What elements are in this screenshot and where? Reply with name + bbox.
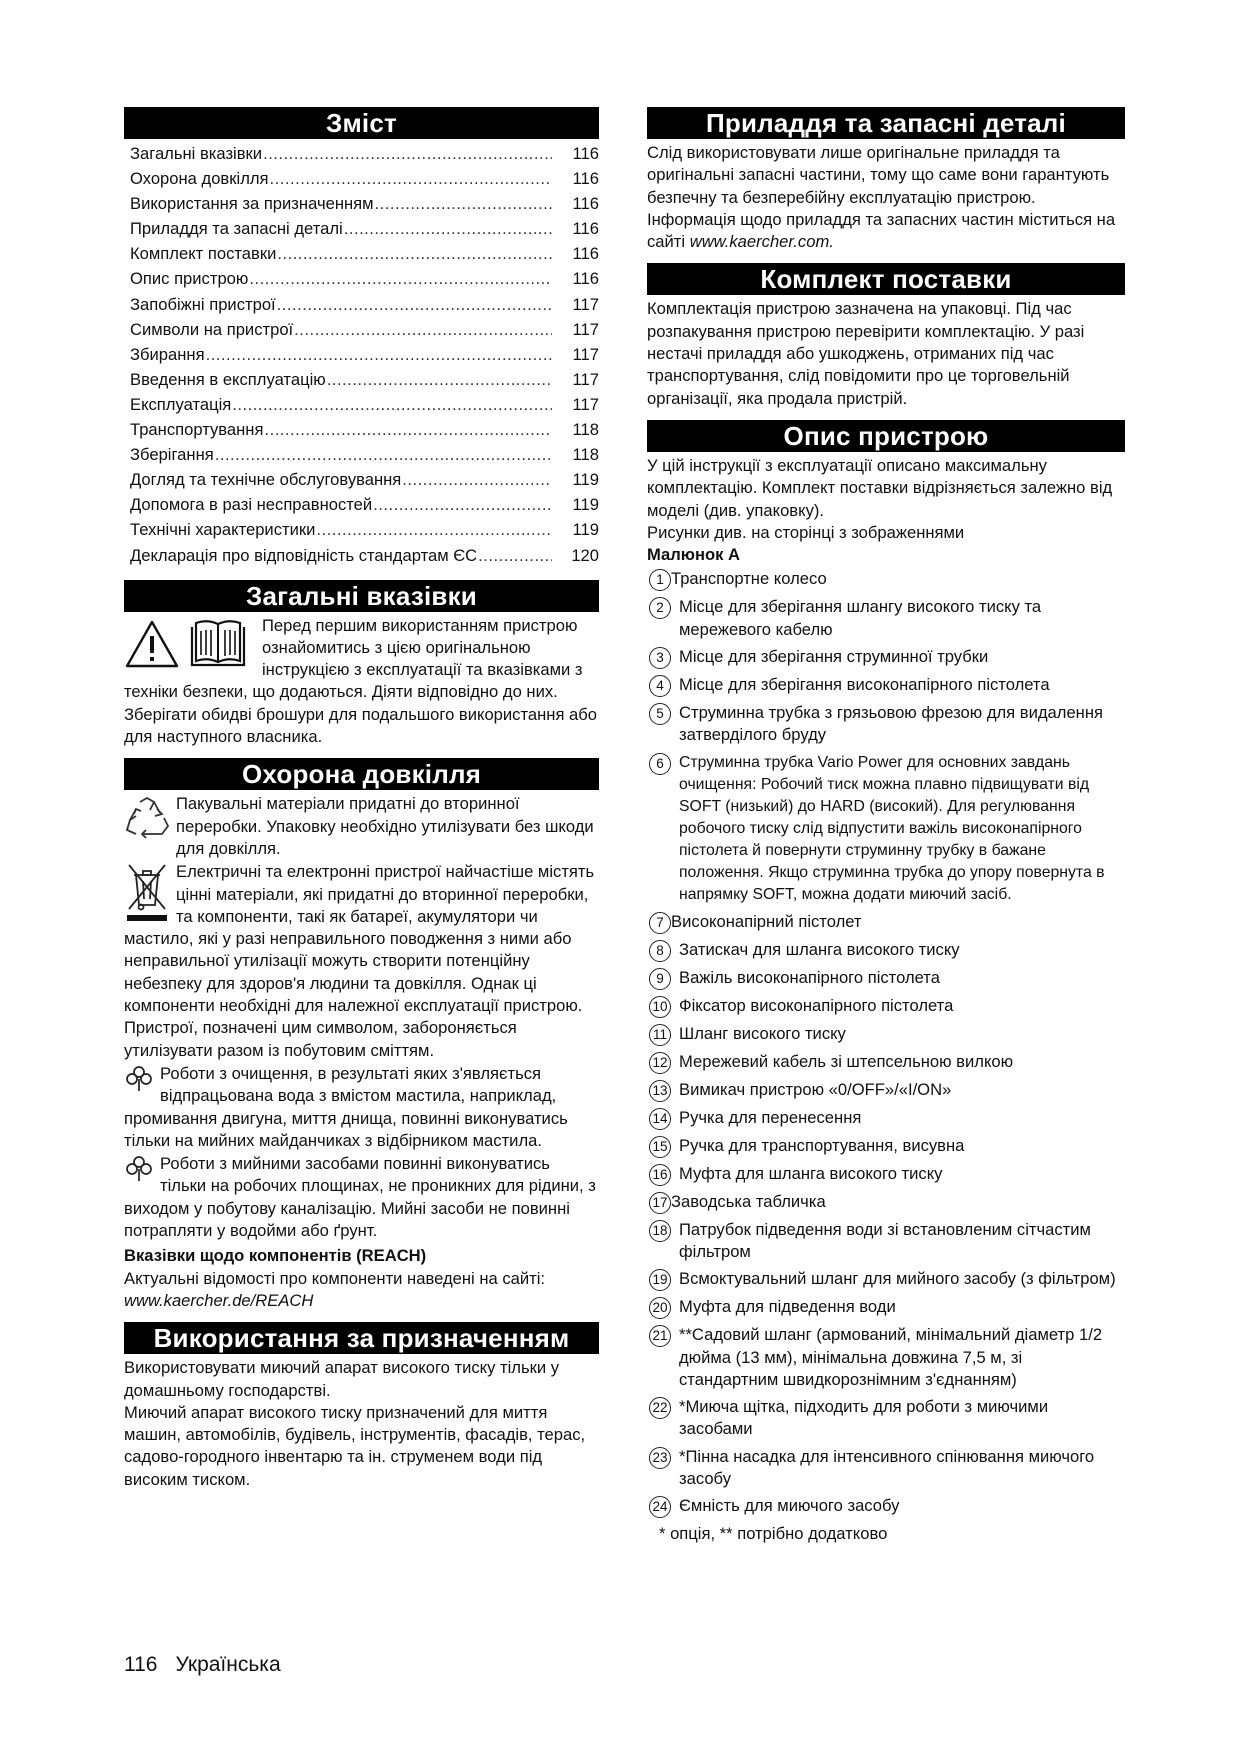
environment-text-4: Роботи з мийними засобами повинні виконуватись тільки на робочих площинах, не проникних для рідини, з виходом у побутову каналізацію. Мийні засоби не повинні потрапляти у водойми або ґрунт. (124, 1154, 596, 1241)
list-item (647, 674, 1125, 697)
toc-row[interactable] (130, 143, 599, 168)
toc-label: Експлуатація (130, 394, 232, 414)
item-text: Заводська табличка (671, 1191, 826, 1211)
item-number: 21 (649, 1325, 671, 1347)
item-text: *Миюча щітка, підходить для роботи з миючими засобами (679, 1397, 1049, 1439)
item-number: 9 (649, 968, 671, 990)
list-item (647, 1396, 1125, 1441)
item-number: 23 (649, 1447, 671, 1469)
item-number: 4 (649, 675, 671, 697)
item-text: Патрубок підведення води зі встановленим сітчастим фільтром (679, 1219, 1091, 1261)
language-label: Українська (175, 1653, 281, 1676)
toc-label: Опис пристрою (130, 269, 249, 289)
toc-row[interactable] (130, 394, 599, 419)
toc-row[interactable] (130, 168, 599, 193)
toc-label: Зберігання (130, 445, 214, 465)
item-text: Ємність для миючого засобу (679, 1496, 900, 1516)
toc-row[interactable] (130, 494, 599, 519)
list-item (647, 1051, 1125, 1074)
toc-label: Транспортування (130, 420, 264, 440)
detergent-hazard-icon (124, 1153, 154, 1183)
description-text-1: У цій інструкції з експлуатації описано максимальну комплектацію. Комплект поставки відрізняється залежно від моделі (див. упаковку). (647, 455, 1113, 520)
general-section (124, 580, 599, 749)
list-item (647, 1079, 1125, 1102)
list-item (647, 995, 1125, 1018)
toc-page: 117 (572, 394, 599, 414)
parts-list (647, 568, 1125, 1518)
item-number: 19 (649, 1269, 671, 1291)
general-text-2: Зберігати обидві брошури для подальшого використання або для наступного власника. (124, 704, 598, 747)
reach-text (124, 1268, 599, 1313)
list-item (647, 596, 1125, 641)
toc-page: 117 (572, 319, 599, 339)
item-text: Затискач для шланга високого тиску (679, 939, 960, 959)
item-number: 10 (649, 996, 671, 1018)
manual-book-icon (188, 619, 248, 669)
right-column (647, 107, 1125, 1546)
toc-page: 116 (572, 244, 599, 264)
toc-row[interactable] (130, 545, 599, 570)
toc-page: 117 (572, 344, 599, 364)
table-of-contents (130, 143, 599, 570)
environment-heading: Охорона довкілля (124, 758, 599, 790)
item-text: Місце для зберігання струминної трубки (679, 647, 989, 667)
list-item (647, 1324, 1125, 1391)
toc-row[interactable] (130, 218, 599, 243)
item-number: 6 (649, 753, 671, 775)
kaercher-link[interactable]: www.kaercher.com. (689, 232, 834, 252)
environment-text-2: Електричні та електронні пристрої найчастіше містять цінні матеріали, які придатні до вторинної переробки, та компоненти, такі як батареї, акумулятори чи мастило, які у разі неправильного поводження з ними або неправильної утилізації можуть створити потенційну небезпеку для здоров'я людини та довкілля. Однак ці компоненти необхідні для належної експлуатації пристрою. Пристрої, позначені цим символом, забороняється утилізувати разом із побутовим сміттям. (124, 862, 595, 1060)
usage-text-1: Використовувати миючий апарат високого тиску тільки у домашньому господарстві. (124, 1358, 560, 1400)
general-heading: Загальні вказівки (124, 580, 599, 612)
list-item (647, 702, 1125, 747)
item-number: 12 (649, 1052, 671, 1074)
toc-page: 117 (572, 369, 599, 389)
item-number: 2 (649, 597, 671, 619)
list-item (647, 1107, 1125, 1130)
list-item (647, 1495, 1125, 1518)
toc-heading: Зміст (124, 107, 599, 139)
delivery-text: Комплектація пристрою зазначена на упаковці. Під час розпакування пристрою перевірити комплектацію. У разі нестачі приладдя або ушкоджень, отриманих під час транспортування, слід повідомити про це торговельній організації, яка продала пристрій. (647, 299, 1085, 408)
usage-section (124, 1322, 599, 1491)
item-text: Транспортне колесо (671, 569, 827, 589)
toc-page: 119 (572, 495, 599, 515)
item-number: 11 (649, 1024, 671, 1046)
item-number: 22 (649, 1397, 671, 1419)
toc-page: 116 (572, 269, 599, 289)
item-text: Високонапірний пістолет (671, 911, 862, 931)
warning-triangle-icon (124, 619, 180, 669)
item-number: 13 (649, 1080, 671, 1102)
toc-row[interactable] (130, 344, 599, 369)
environment-section (124, 758, 599, 1312)
item-number: 14 (649, 1108, 671, 1130)
toc-label: Комплект поставки (130, 244, 277, 264)
item-text: Струминна трубка Vario Power для основних завдань очищення: Робочий тиск можна плавно підвищувати від SOFT (низький) до HARD (високий). Для регулювання робочого тиску слід відпустити важіль високонапірного пістолета й повернути струминну трубку в бажане положення. Якщо струминна трубка до упору повернута в напрямку SOFT, можна додати миючий засіб. (679, 753, 1105, 903)
general-text-1: Перед першим використанням пристрою ознайомитись з цією оригінальною інструкцією з експлуатації та вказівками з техніки безпеки, що додаються. Діяти відповідно до них. (124, 615, 583, 702)
item-number: 24 (649, 1496, 671, 1518)
list-item (647, 1163, 1125, 1186)
accessories-section (647, 107, 1125, 253)
accessories-heading: Приладдя та запасні деталі (647, 107, 1125, 139)
environment-text-1: Пакувальні матеріали придатні до вторинної переробки. Упаковку необхідно утилізувати без шкоди для довкілля. (176, 794, 594, 858)
accessories-text-2 (647, 209, 1125, 254)
list-item (647, 1219, 1125, 1264)
reach-title: Вказівки щодо компонентів (REACH) (124, 1246, 427, 1266)
accessories-text-1: Слід використовувати лише оригінальне приладдя та оригінальні запасні частини, тому що саме вони гарантують безпечну та безперебійну експлуатацію пристрою. (647, 143, 1110, 207)
toc-row[interactable] (130, 369, 599, 394)
environment-text-3: Роботи з очищення, в результаті яких з'являється відпрацьована вода з вмістом мастила, наприклад, промивання двигуна, миття днища, повинні виконуватись тільки на мийних майданчиках з відбірником мастила. (124, 1063, 568, 1150)
page-footer (124, 1652, 281, 1678)
toc-row[interactable] (130, 469, 599, 494)
accessories-text-2-label: Інформація щодо приладдя та запасних частин міститься на сайті (647, 209, 1116, 252)
toc-page: 117 (572, 294, 599, 314)
item-text: Струминна трубка з грязьовою фрезою для видалення затверділого бруду (679, 703, 1103, 745)
toc-row[interactable] (130, 294, 599, 319)
toc-row[interactable] (130, 444, 599, 469)
description-text-2: Рисунки див. на сторінці з зображеннями (647, 522, 965, 542)
item-number: 7 (649, 912, 671, 934)
toc-page: 116 (572, 169, 599, 189)
toc-label: Приладдя та запасні деталі (130, 219, 343, 239)
item-number: 18 (649, 1220, 671, 1242)
item-number: 16 (649, 1164, 671, 1186)
item-text: **Садовий шланг (армований, мінімальний діаметр 1/2 дюйма (13 мм), мінімальна довжина 7,5 м, зі стандартним швидкорознімним з'єднанням) (679, 1325, 1103, 1389)
item-number: 15 (649, 1136, 671, 1158)
toc-page: 119 (572, 520, 599, 540)
item-text: Муфта для шланга високого тиску (679, 1163, 943, 1183)
toc-page: 116 (572, 144, 599, 163)
figure-label: Малюнок А (647, 545, 741, 565)
list-item (647, 1268, 1125, 1291)
toc-label: Використання за призначенням (130, 194, 374, 214)
description-heading: Опис пристрою (647, 420, 1125, 452)
toc-label: Декларація про відповідність стандартам ЄС (130, 545, 478, 565)
item-text: *Пінна насадка для інтенсивного спінювання миючого засобу (679, 1446, 1095, 1489)
toc-label: Допомога в разі несправностей (130, 495, 373, 515)
item-text: Ручка для транспортування, висувна (679, 1135, 965, 1155)
page-number: 116 (124, 1653, 158, 1676)
list-item (647, 752, 1125, 906)
delivery-heading: Комплект поставки (647, 263, 1125, 295)
toc-label: Технічні характеристики (130, 520, 316, 540)
left-column (124, 107, 599, 1491)
toc-label: Загальні вказівки (130, 144, 263, 163)
item-number: 3 (649, 647, 671, 669)
item-text: Фіксатор високонапірного пістолета (679, 995, 954, 1015)
list-item (647, 1296, 1125, 1319)
list-item (647, 1191, 1125, 1214)
toc-row[interactable] (130, 243, 599, 268)
list-item (647, 646, 1125, 669)
item-number: 1 (649, 569, 671, 591)
reach-link[interactable]: www.kaercher.de/REACH (124, 1290, 314, 1310)
recycling-icon (124, 793, 170, 843)
toc-page: 116 (572, 194, 599, 214)
list-item (647, 568, 1125, 591)
item-text: Ручка для перенесення (679, 1107, 862, 1127)
item-text: Мережевий кабель зі штепсельною вилкою (679, 1051, 1014, 1071)
toc-page: 118 (572, 420, 599, 440)
toc-row[interactable] (130, 319, 599, 344)
item-text: Вимикач пристрою «0/OFF»/«I/ON» (679, 1079, 952, 1099)
list-item (647, 1446, 1125, 1491)
footnote: * опція, ** потрібно додатково (659, 1524, 888, 1544)
toc-page: 120 (571, 545, 599, 565)
item-text: Важіль високонапірного пістолета (679, 967, 940, 987)
item-number: 8 (649, 940, 671, 962)
description-section (647, 420, 1125, 1546)
toc-page: 116 (572, 219, 599, 239)
toc-label: Запобіжні пристрої (130, 294, 276, 314)
item-number: 5 (649, 703, 671, 725)
delivery-section (647, 263, 1125, 409)
toc-page: 118 (572, 445, 599, 465)
list-item (647, 1023, 1125, 1046)
reach-text-label: Актуальні відомості про компоненти наведені на сайті: (124, 1268, 546, 1288)
list-item (647, 939, 1125, 962)
usage-heading: Використання за призначенням (124, 1322, 599, 1354)
item-text: Місце для зберігання шлангу високого тиску та мережевого кабелю (679, 597, 1042, 639)
item-text: Всмоктувальний шланг для мийного засобу (з фільтром) (679, 1269, 1116, 1289)
toc-label: Символи на пристрої (130, 319, 294, 339)
item-number: 20 (649, 1297, 671, 1319)
list-item (647, 1135, 1125, 1158)
toc-row[interactable] (130, 419, 599, 444)
item-text: Місце для зберігання високонапірного пістолета (679, 675, 1050, 695)
toc-row[interactable] (130, 193, 599, 218)
crossed-bin-icon (124, 861, 170, 923)
list-item (647, 967, 1125, 990)
item-text: Муфта для підведення води (679, 1297, 896, 1317)
list-item (647, 911, 1125, 934)
toc-label: Догляд та технічне обслуговування (130, 470, 402, 490)
toc-row[interactable] (130, 268, 599, 293)
toc-page: 119 (572, 470, 599, 490)
toc-label: Введення в експлуатацію (130, 369, 326, 389)
item-number: 17 (649, 1192, 671, 1214)
usage-text-2: Миючий апарат високого тиску призначений для миття машин, автомобілів, будівель, інструментів, фасадів, терас, садово-городного інвентарю та ін. струменем води під високим тиском. (124, 1402, 586, 1489)
toc-label: Охорона довкілля (130, 169, 269, 189)
toc-label: Збирання (130, 344, 205, 364)
item-text: Шланг високого тиску (679, 1023, 846, 1043)
toc-row[interactable] (130, 519, 599, 544)
oil-hazard-icon (124, 1063, 154, 1093)
